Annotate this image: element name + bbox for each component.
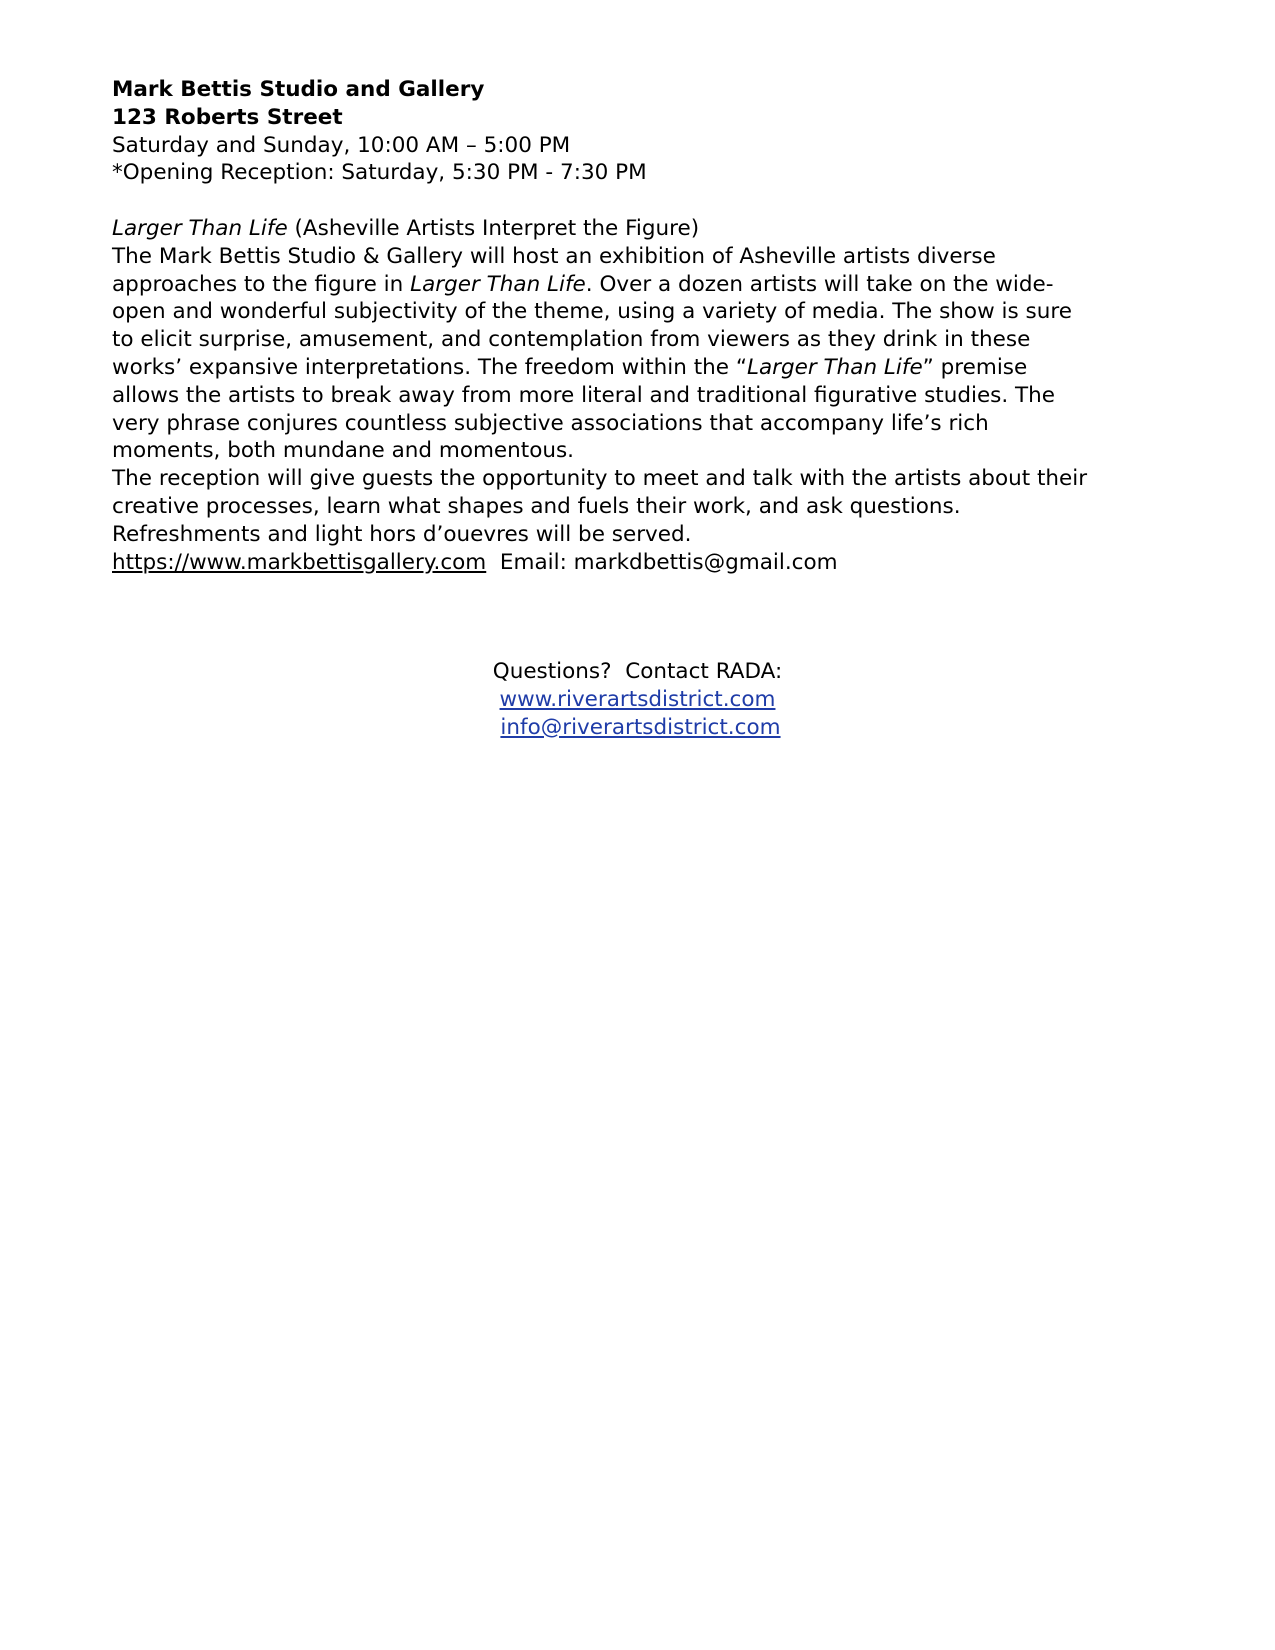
reception-line: Refreshments and light hors d’ouevres will be served. xyxy=(112,521,692,547)
rada-contact xyxy=(0,658,1275,741)
gallery-website-link[interactable]: https://www.markbettisgallery.com xyxy=(112,549,487,575)
contact-website-row xyxy=(0,686,1275,714)
spacer xyxy=(112,187,1172,215)
venue-address: 123 Roberts Street xyxy=(112,104,343,130)
description-line xyxy=(112,271,1172,299)
gallery-listing xyxy=(112,76,1172,576)
text-fragment: ” premise xyxy=(922,354,1028,380)
contact-email-row xyxy=(0,714,1275,742)
description-line: very phrase conjures countless subjective associations that accompany life’s rich xyxy=(112,410,989,436)
description-line: open and wonderful subjectivity of the theme, using a variety of media. The show is sure xyxy=(112,299,1072,325)
text-fragment: . Over a dozen artists will take on the wide- xyxy=(585,271,1054,297)
text-fragment: works’ expansive interpretations. The freedom within the “ xyxy=(112,354,747,380)
description-line: to elicit surprise, amusement, and contemplation from viewers as they drink in these xyxy=(112,327,1031,353)
reception-line: The reception will give guests the opportunity to meet and talk with the artists about their xyxy=(112,466,1088,492)
rada-website-link[interactable]: www.riverartsdistrict.com xyxy=(499,686,776,712)
gallery-contact-line xyxy=(112,549,1172,577)
text-fragment: approaches to the figure in xyxy=(112,271,411,297)
opening-reception: *Opening Reception: Saturday, 5:30 PM - 7:30 PM xyxy=(112,160,647,186)
exhibition-title: Larger Than Life xyxy=(112,215,288,241)
exhibition-subtitle: (Asheville Artists Interpret the Figure) xyxy=(287,215,700,241)
description-line xyxy=(112,354,1172,382)
exhibition-heading xyxy=(112,215,1172,243)
venue-name: Mark Bettis Studio and Gallery xyxy=(112,77,485,102)
description-line: The Mark Bettis Studio & Gallery will host an exhibition of Asheville artists diverse xyxy=(112,243,996,269)
exhibition-title-inline: Larger Than Life xyxy=(410,271,586,297)
exhibition-title-inline: Larger Than Life xyxy=(746,354,923,380)
gallery-email: Email: markdbettis@gmail.com xyxy=(486,549,838,575)
rada-email-link[interactable]: info@riverartsdistrict.com xyxy=(500,714,781,740)
venue-hours: Saturday and Sunday, 10:00 AM – 5:00 PM xyxy=(112,132,571,158)
description-line: moments, both mundane and momentous. xyxy=(112,438,575,464)
description-line: allows the artists to break away from more literal and traditional figurative studies. The xyxy=(112,382,1056,408)
contact-heading: Questions? Contact RADA: xyxy=(492,659,783,684)
reception-line: creative processes, learn what shapes and fuels their work, and ask questions. xyxy=(112,493,961,519)
